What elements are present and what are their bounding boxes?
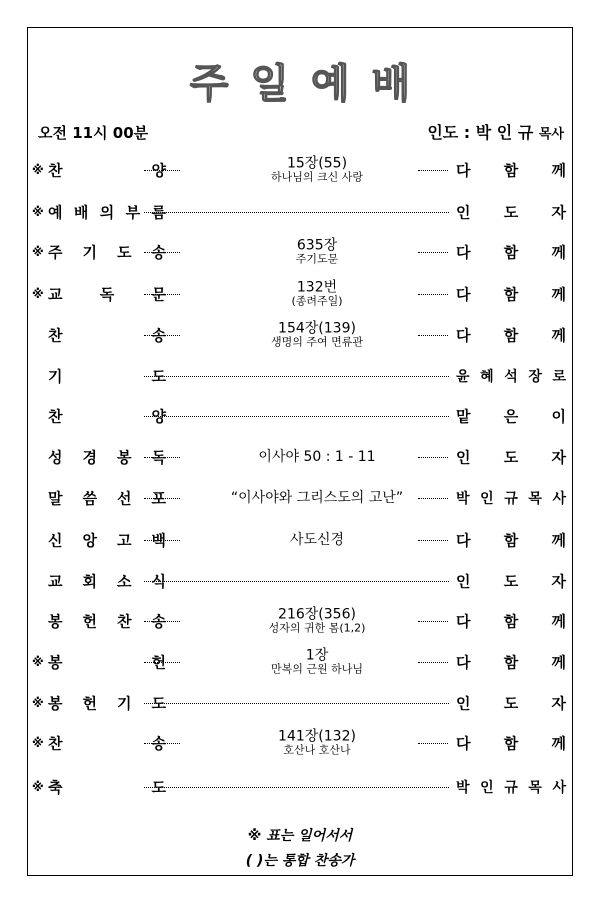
leader-name: 박 인 규 — [475, 123, 534, 142]
leader-dots — [144, 212, 449, 213]
service-leader — [427, 120, 564, 143]
item-label: 교 회 소 식 — [48, 572, 166, 591]
footer-note-hymnal: ( )는 통합 찬송가 — [245, 853, 355, 869]
item-responsible: 다 함 께 — [456, 653, 566, 672]
item-detail — [182, 532, 452, 548]
item-label: 봉 헌 — [48, 653, 166, 672]
item-responsible: 인 도 자 — [456, 694, 566, 713]
standing-mark-icon: ※ — [32, 205, 44, 219]
leader-dots — [144, 498, 180, 499]
item-sub-text: 호산나 호산나 — [283, 743, 351, 757]
item-main-text: 132번 — [296, 279, 338, 296]
item-label: 찬 송 — [48, 326, 166, 345]
worship-item — [32, 561, 566, 601]
worship-item — [32, 315, 566, 355]
leader-dots — [144, 416, 449, 417]
item-responsible: 인 도 자 — [456, 203, 566, 222]
item-responsible: 박 인 규 목 사 — [456, 780, 566, 796]
item-sub-text: 만복의 근원 하나님 — [270, 662, 363, 676]
item-detail — [182, 238, 452, 267]
worship-item — [32, 723, 566, 763]
item-detail — [182, 648, 452, 677]
worship-item — [32, 767, 566, 807]
item-detail — [182, 729, 452, 758]
leader-dots — [144, 743, 180, 744]
item-sub-text: 주기도문 — [295, 252, 339, 266]
item-label: 말 씀 선 포 — [48, 489, 166, 508]
standing-mark-icon: ※ — [32, 696, 44, 710]
item-main-text: 사도신경 — [289, 531, 345, 548]
leader-dots — [144, 662, 180, 663]
item-label: 찬 송 — [48, 734, 166, 753]
worship-item — [32, 437, 566, 477]
leader-dots — [144, 252, 180, 253]
worship-item — [32, 478, 566, 518]
item-label: 기 도 — [48, 367, 166, 386]
worship-item — [32, 150, 566, 190]
standing-mark-icon: ※ — [32, 736, 44, 750]
item-responsible: 맡 은 이 — [456, 407, 566, 426]
item-responsible: 다 함 께 — [456, 734, 566, 753]
item-main-text: 이사야 50 : 1 - 11 — [258, 448, 376, 465]
item-detail — [182, 449, 452, 465]
item-label: 교 독 문 — [48, 285, 166, 304]
worship-item — [32, 642, 566, 682]
item-main-text: 216장(356) — [278, 606, 356, 623]
item-responsible: 인 도 자 — [456, 448, 566, 467]
item-main-text: 635장 — [296, 237, 338, 254]
leader-dots — [144, 621, 180, 622]
worship-item — [32, 520, 566, 560]
standing-mark-icon: ※ — [32, 655, 44, 669]
standing-mark-icon: ※ — [32, 287, 44, 301]
item-label: 주 기 도 송 — [48, 243, 166, 262]
item-main-text: 154장(139) — [278, 320, 356, 337]
standing-mark-icon: ※ — [32, 245, 44, 259]
item-responsible: 다 함 께 — [456, 285, 566, 304]
item-detail — [182, 156, 452, 185]
standing-mark-icon: ※ — [32, 163, 44, 177]
item-sub-text: 성자의 귀한 몸(1,2) — [268, 621, 366, 635]
leader-dots — [144, 294, 180, 295]
worship-item — [32, 232, 566, 272]
item-responsible: 다 함 께 — [456, 243, 566, 262]
worship-item — [32, 192, 566, 232]
item-sub-text: 하나님의 크신 사랑 — [270, 170, 363, 184]
item-detail — [182, 607, 452, 636]
item-label: 봉 헌 기 도 — [48, 694, 166, 713]
worship-item — [32, 274, 566, 314]
leader-dots — [144, 703, 449, 704]
item-responsible: 다 함 께 — [456, 612, 566, 631]
item-main-text: 15장(55) — [286, 155, 348, 172]
leader-dots — [144, 540, 180, 541]
item-main-text: 141장(132) — [278, 728, 356, 745]
standing-mark-icon: ※ — [32, 780, 44, 794]
leader-dots — [144, 335, 180, 336]
leader-dots — [144, 457, 180, 458]
leader-dots — [144, 170, 180, 171]
item-detail — [182, 280, 452, 309]
item-label: 예 배 의 부 름 — [48, 203, 166, 222]
item-label: 봉 헌 찬 송 — [48, 612, 166, 631]
item-label: 찬 양 — [48, 407, 166, 426]
item-detail — [182, 490, 452, 506]
item-label: 성 경 봉 독 — [48, 448, 166, 467]
item-sub-text: 생명의 주여 면류관 — [270, 335, 363, 349]
item-label: 찬 양 — [48, 161, 166, 180]
worship-item — [32, 601, 566, 641]
item-responsible: 윤 혜 석 장 로 — [456, 369, 566, 385]
leader-dots — [144, 787, 449, 788]
item-responsible: 다 함 께 — [456, 326, 566, 345]
item-main-text: “이사야와 그리스도의 고난” — [230, 489, 404, 506]
leader-dots — [144, 376, 449, 377]
item-responsible: 박 인 규 목 사 — [456, 491, 566, 507]
item-responsible: 인 도 자 — [456, 572, 566, 591]
worship-item — [32, 396, 566, 436]
worship-item — [32, 356, 566, 396]
page-title: 주일예배 — [189, 61, 433, 107]
leader-dots — [144, 581, 449, 582]
worship-item — [32, 683, 566, 723]
item-detail — [182, 321, 452, 350]
item-main-text: 1장 — [305, 647, 329, 664]
item-sub-text: (종려주일) — [291, 294, 343, 308]
leader-label: 인도 : — [427, 123, 471, 142]
item-responsible: 다 함 께 — [456, 161, 566, 180]
leader-title: 목사 — [538, 127, 564, 142]
item-label: 신 앙 고 백 — [48, 531, 166, 550]
item-responsible: 다 함 께 — [456, 531, 566, 550]
footer-note-standing: ※ 표는 일어서서 — [247, 828, 353, 844]
service-time: 오전 11시 00분 — [38, 124, 149, 142]
item-label: 축 도 — [48, 778, 166, 797]
